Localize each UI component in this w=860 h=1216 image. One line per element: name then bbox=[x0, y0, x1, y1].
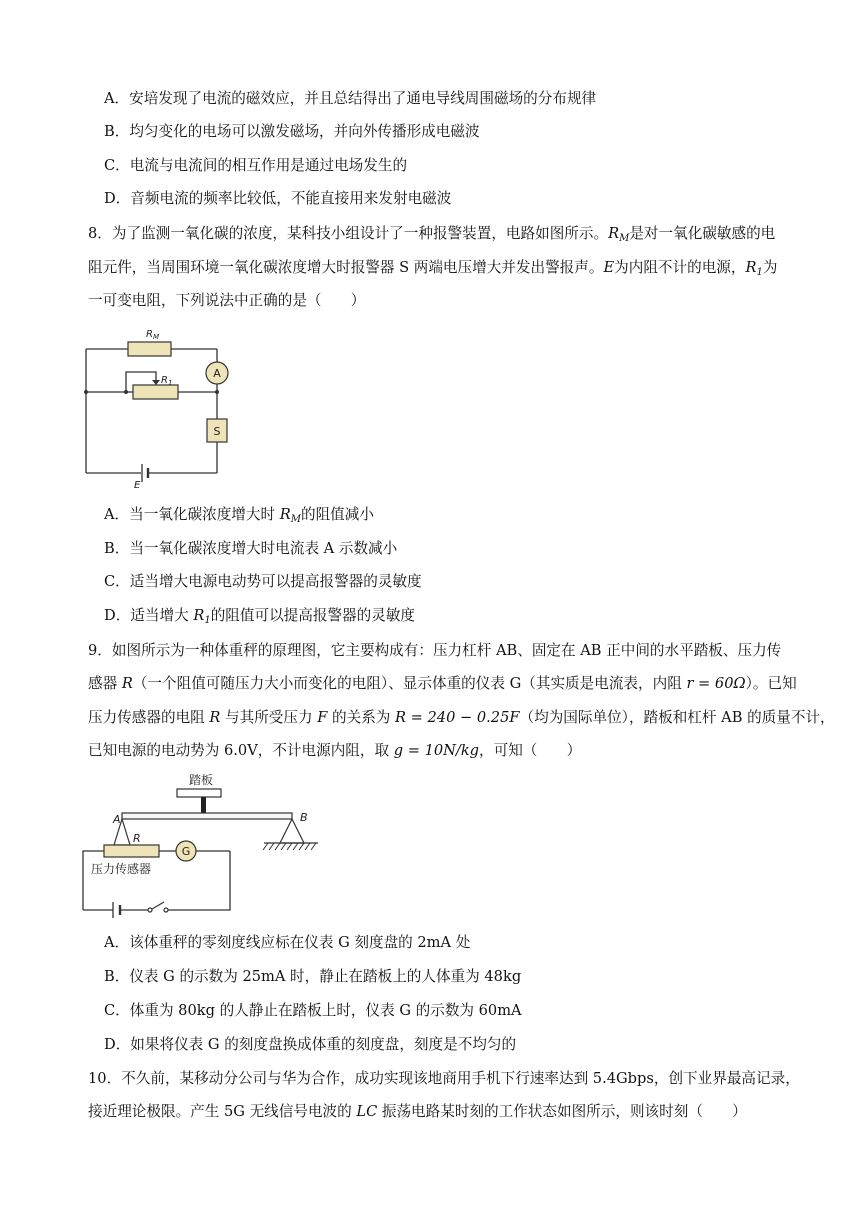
q8-stem-line3: 一可变电阻，下列说法中正确的是（ ） bbox=[88, 292, 366, 309]
q9-text: （一个阻值可随压力大小而变化的电阻）、显示体重的仪表 G（其实质是电流表，内阻 bbox=[132, 675, 687, 692]
q8-opt-sub: M bbox=[290, 514, 301, 525]
battery-symbol bbox=[113, 902, 120, 918]
source-label: E bbox=[134, 480, 141, 491]
q8-e-symbol: E bbox=[603, 259, 615, 276]
q8-text: 为内阻不计的电源， bbox=[614, 259, 746, 276]
q8-r1-sub: 1 bbox=[756, 267, 763, 278]
q9-text: 压力传感器的电阻 bbox=[88, 709, 210, 726]
rm-label-sub: M bbox=[152, 333, 159, 341]
switch-symbol bbox=[148, 902, 168, 912]
q8-option-c: C．适当增大电源电动势可以提高报警器的灵敏度 bbox=[104, 573, 422, 590]
q9-stem-line3 bbox=[88, 708, 835, 728]
q9-f-symbol: F bbox=[317, 709, 328, 726]
q8-circuit-diagram bbox=[78, 322, 238, 492]
q9-stem-line2 bbox=[88, 674, 797, 694]
rm-label: R bbox=[146, 329, 153, 340]
q9-equation: R = 240 − 0.25F bbox=[395, 709, 520, 726]
q8-rm-sub: M bbox=[619, 233, 630, 244]
label-b: B bbox=[300, 811, 308, 824]
q9-text: 感器 bbox=[88, 675, 122, 692]
q10-stem-line1: 10．不久前，某移动分公司与华为合作，成功实现该地商用手机下行速率达到 5.4Gbps，创下业界最高记录， bbox=[88, 1070, 800, 1087]
q8-stem-line1 bbox=[88, 224, 775, 249]
q8-opt-text: 的阻值可以提高报警器的灵敏度 bbox=[210, 607, 416, 624]
battery-symbol bbox=[142, 464, 148, 482]
q8-option-b: B．当一氧化碳浓度增大时电流表 A 示数减小 bbox=[104, 540, 398, 557]
q9-text: 与其所受压力 bbox=[220, 709, 318, 726]
q9-option-b: B．仪表 G 的示数为 25mA 时，静止在踏板上的人体重为 48kg bbox=[104, 968, 522, 985]
q10-lc-symbol: LC bbox=[356, 1103, 378, 1120]
q8-opt-text: D．适当增大 bbox=[104, 607, 194, 624]
q8-rm-symbol: R bbox=[608, 225, 620, 242]
q9-text: 已知电源的电动势为 6.0V，不计电源内阻，取 bbox=[88, 742, 394, 759]
q9-equation: r = 60Ω bbox=[686, 675, 746, 692]
q7-option-c: C．电流与电流间的相互作用是通过电场发生的 bbox=[104, 157, 408, 174]
r1-label: R bbox=[161, 375, 168, 386]
q7-option-b: B．均匀变化的电场可以激发磁场，并向外传播形成电磁波 bbox=[104, 123, 480, 140]
q9-text: 的关系为 bbox=[327, 709, 396, 726]
r1-label-sub: 1 bbox=[167, 379, 173, 387]
q8-r1-symbol: R bbox=[745, 259, 757, 276]
q9-stem-line1: 9．如图所示为一种体重秤的原理图，它主要构成有：压力杠杆 AB、固定在 AB 正中间的水平踏板、压力传 bbox=[88, 642, 782, 659]
svg-text:RM bbox=[146, 329, 159, 341]
svg-text:R1 bbox=[161, 375, 172, 387]
q8-stem-line2 bbox=[88, 258, 777, 283]
q8-text: 为 bbox=[762, 259, 778, 276]
sensor-label: 压力传感器 bbox=[91, 862, 152, 876]
q9-text: ）。已知 bbox=[745, 675, 797, 692]
q9-r-symbol: R bbox=[209, 709, 221, 726]
q8-opt-sub: 1 bbox=[204, 615, 211, 626]
label-a: A bbox=[113, 813, 121, 826]
q8-opt-text: 的阻值减小 bbox=[300, 506, 374, 523]
q9-option-c: C．体重为 80kg 的人静止在踏板上时，仪表 G 的示数为 60mA bbox=[104, 1002, 522, 1019]
q9-scale-diagram bbox=[78, 770, 328, 920]
pedal bbox=[177, 789, 221, 797]
pedal-label: 踏板 bbox=[189, 773, 214, 787]
q9-r-symbol: R bbox=[121, 675, 133, 692]
q9-option-a: A．该体重秤的零刻度线应标在仪表 G 刻度盘的 2mA 处 bbox=[104, 934, 471, 951]
lever-ab bbox=[122, 813, 292, 819]
q8-text: 阻元件，当周围环境一氧化碳浓度增大时报警器 S 两端电压增大并发出警报声。 bbox=[88, 259, 604, 276]
q8-option-d bbox=[104, 606, 415, 631]
q9-equation: g = 10N/kg bbox=[393, 742, 480, 759]
q8-opt-text: A．当一氧化碳浓度增大时 bbox=[104, 506, 280, 523]
q7-option-a: A．安培发现了电流的磁效应，并且总结得出了通电导线周围磁场的分布规律 bbox=[104, 90, 597, 107]
q8-text: 8．为了监测一氧化碳的浓度，某科技小组设计了一种报警装置，电路如图所示。 bbox=[88, 225, 609, 242]
q10-stem-line2 bbox=[88, 1102, 747, 1122]
q8-opt-symbol: R bbox=[279, 506, 291, 523]
label-r: R bbox=[133, 832, 141, 845]
alarm-label: S bbox=[213, 425, 221, 438]
q9-option-d: D．如果将仪表 G 的刻度盘换成体重的刻度盘，刻度是不均匀的 bbox=[104, 1036, 517, 1053]
q10-text: 接近理论极限。产生 5G 无线信号电波的 bbox=[88, 1103, 357, 1120]
pressure-sensor bbox=[104, 845, 159, 857]
q9-text: （均为国际单位），踏板和杠杆 AB 的质量不计， bbox=[519, 709, 835, 726]
q9-stem-line4 bbox=[88, 741, 581, 761]
ammeter-label: A bbox=[213, 367, 221, 380]
r1-resistor bbox=[133, 385, 178, 399]
rm-resistor bbox=[128, 342, 171, 356]
q8-option-a bbox=[104, 505, 374, 530]
q9-text: ，可知（ ） bbox=[479, 742, 582, 759]
galvanometer-label: G bbox=[181, 845, 191, 858]
q7-option-d: D．音频电流的频率比较低，不能直接用来发射电磁波 bbox=[104, 190, 452, 207]
q8-text: 是对一氧化碳敏感的电 bbox=[629, 225, 776, 242]
q10-text: 振荡电路某时刻的工作状态如图所示，则该时刻（ ） bbox=[377, 1103, 747, 1120]
q8-opt-symbol: R bbox=[193, 607, 205, 624]
